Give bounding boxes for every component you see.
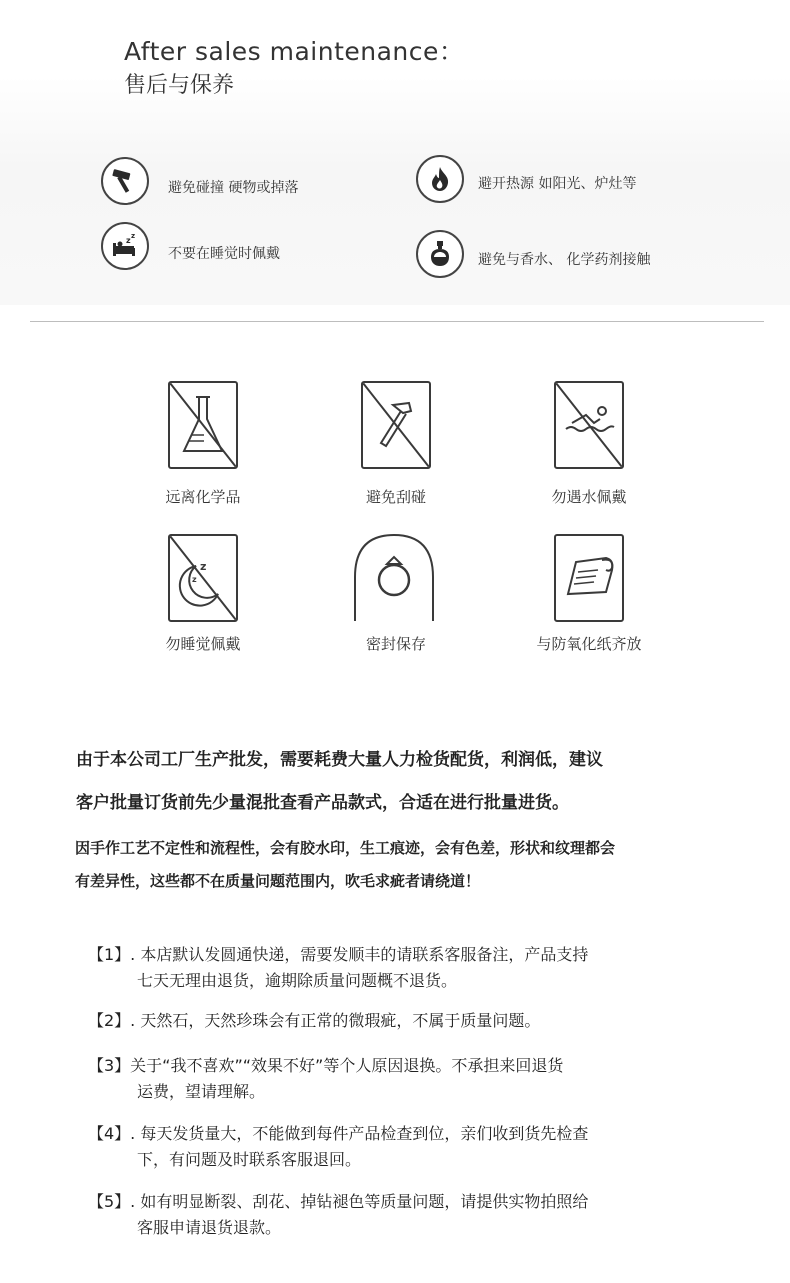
- notice-line: 有差异性，这些都不在质量问题范围内，吹毛求疵者请绕道！: [75, 872, 481, 890]
- svg-text:z: z: [200, 560, 207, 573]
- title-chinese: 售后与保养: [124, 73, 235, 98]
- rule-text: 【5】. 如有明显断裂、刮花、掉钻褪色等质量问题，请提供实物拍照给: [88, 1192, 589, 1211]
- title-english: After sales maintenance：: [124, 37, 465, 66]
- no-chemicals-icon: [168, 381, 238, 469]
- rule-item: [88, 1189, 588, 1241]
- svg-text:z: z: [192, 575, 197, 584]
- rule-text-continued: 客服申请退货退款。: [137, 1218, 282, 1237]
- sign-label: 勿睡觉佩戴: [165, 635, 241, 653]
- sign-label: 避免刮碰: [365, 488, 426, 506]
- care-tip-text: 不要在睡觉时佩戴: [168, 246, 280, 262]
- notice-line: 因手作工艺不定性和流程性，会有胶水印，生工痕迹，会有色差，形状和纹理都会: [75, 839, 616, 857]
- sign-label: 远离化学品: [165, 488, 241, 506]
- rule-text: 【2】. 天然石，天然珍珠会有正常的微瑕疵，不属于质量问题。: [88, 1011, 541, 1030]
- rule-item: [88, 1053, 563, 1105]
- sleep-icon: [101, 222, 149, 270]
- sign-label: 与防氧化纸齐放: [536, 635, 642, 653]
- svg-text:z: z: [126, 236, 131, 245]
- rule-item: [88, 1121, 588, 1173]
- no-sleeping-icon: [168, 534, 238, 622]
- sign-label: 勿遇水佩戴: [551, 488, 627, 506]
- rule-text-continued: 下，有问题及时联系客服退回。: [137, 1150, 362, 1169]
- hammer-icon: [101, 157, 149, 205]
- notice-line: 客户批量订货前先少量混批查看产品款式，合适在进行批量进货。: [76, 793, 569, 813]
- rule-text: 【3】关于“我不喜欢”“效果不好”等个人原因退换。不承担来回退货: [88, 1056, 564, 1075]
- no-hammer-icon: [361, 381, 431, 469]
- rule-text: 【4】. 每天发货量大，不能做到每件产品检查到位，亲们收到货先检查: [88, 1124, 589, 1143]
- perfume-icon: [416, 230, 464, 278]
- section-divider: [30, 321, 764, 322]
- sign-label: 密封保存: [365, 635, 426, 653]
- fire-icon: [416, 155, 464, 203]
- sealed-ring-bag-icon: [351, 533, 437, 623]
- rule-text: 【1】. 本店默认发圆通快递，需要发顺丰的请联系客服备注，产品支持: [88, 945, 589, 964]
- rule-item: [88, 942, 588, 994]
- care-tip-text: 避免与香水、 化学药剂接触: [478, 252, 651, 268]
- rule-item: [88, 1008, 540, 1034]
- no-swimming-icon: [554, 381, 624, 469]
- care-tip-text: 避开热源 如阳光、炉灶等: [478, 176, 637, 192]
- care-tip-text: 避免碰撞 硬物或掉落: [168, 180, 299, 196]
- svg-text:z: z: [131, 232, 136, 240]
- rule-text-continued: 七天无理由退货，逾期除质量问题概不退货。: [137, 971, 458, 990]
- anti-oxidation-paper-icon: [554, 534, 624, 622]
- notice-line: 由于本公司工厂生产批发，需要耗费大量人力检货配货，利润低，建议: [76, 750, 603, 770]
- rule-text-continued: 运费，望请理解。: [137, 1082, 266, 1101]
